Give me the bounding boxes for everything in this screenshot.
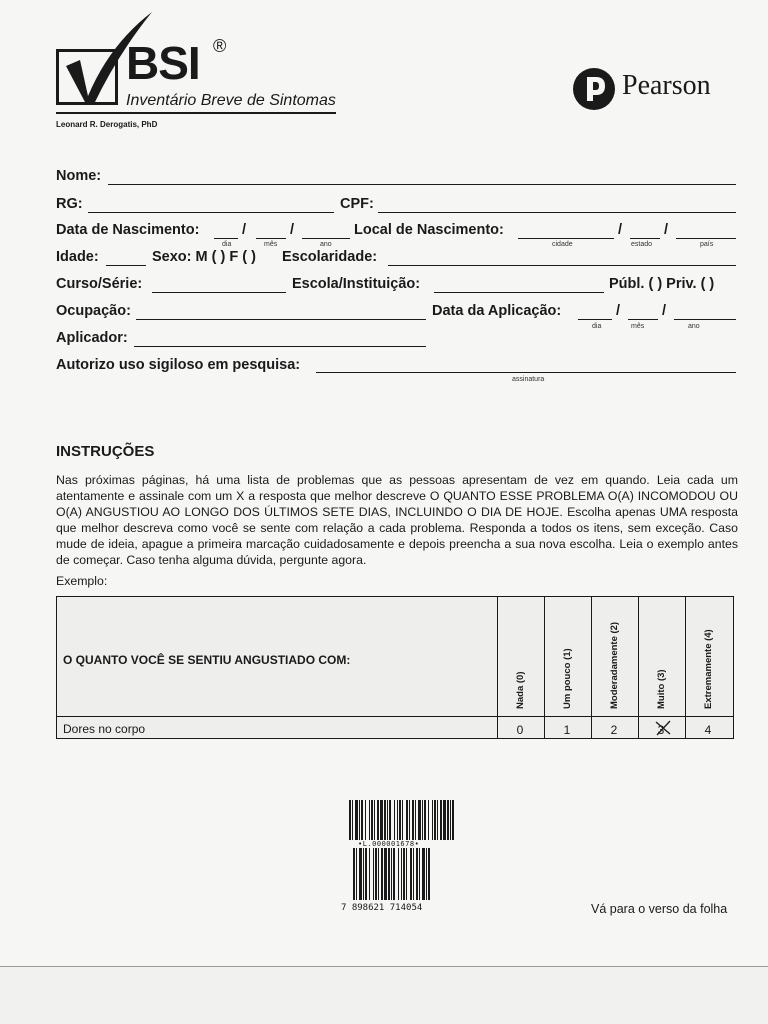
application-date-label: Data da Aplicação:: [432, 303, 562, 319]
applicator-label: Aplicador:: [56, 330, 128, 346]
header-divider: [56, 112, 336, 114]
consent-label: Autorizo uso sigiloso em pesquisa:: [56, 357, 301, 373]
applicator-field[interactable]: [134, 346, 426, 347]
table-question: O QUANTO VOCÊ SE SENTIU ANGUSTIADO COM:: [63, 653, 351, 667]
brand-name: BSI: [126, 37, 200, 89]
turn-page-note: Vá para o verso da folha: [591, 902, 728, 916]
birth-month-field[interactable]: [256, 238, 286, 239]
option-3[interactable]: 3: [657, 723, 665, 737]
caption-cidade: cidade: [552, 241, 573, 248]
pearson-logo-icon: [572, 67, 616, 111]
birth-year-field[interactable]: [302, 238, 350, 239]
caption-dia: dia: [592, 323, 602, 330]
school-label: Escola/Instituição:: [292, 276, 421, 292]
birth-day-field[interactable]: [214, 238, 238, 239]
schooling-field[interactable]: [388, 265, 736, 266]
example-table: [56, 596, 734, 739]
column-header-muito: Muito (3): [656, 669, 667, 709]
table-column-divider: [544, 597, 545, 738]
age-field[interactable]: [106, 265, 146, 266]
application-day-field[interactable]: [578, 319, 612, 320]
instructions-text: Nas próximas páginas, há uma lista de problemas que as pessoas apresentam de vez em quando. Leia cada um atentamente e assinale com um X a resposta que melhor descreve O QUANTO ESSE PROBLEMA O(A) INCOMODOU OU O(A) ANGUSTIOU AO LONGO DOS ÚLTIMOS SETE DIAS, INCLUINDO O DIA DE HOJE. Escolha apenas UMA resposta que melhor descreva como você se sente com relação a cada problema. Responda a todos os itens, sem exceção. Caso mude de ideia, apague a primeira marcação cuidadosamente e depois preencha a sua nova escolha. Leia o exemplo antes de começar. Caso tenha alguma dúvida, pergunte agora.: [56, 473, 738, 567]
caption-ano: ano: [320, 241, 332, 248]
instructions-title: INSTRUÇÕES: [56, 443, 155, 460]
rg-label: RG:: [56, 196, 83, 212]
caption-signature: assinatura: [512, 376, 545, 383]
table-divider: [57, 716, 733, 717]
public-private-checkboxes[interactable]: Públ. ( ) Priv. ( ): [609, 276, 715, 292]
name-field[interactable]: [108, 184, 736, 185]
publisher-name: Pearson: [622, 70, 711, 101]
signature-field[interactable]: [316, 372, 736, 373]
column-header-um-pouco: Um pouco (1): [562, 648, 573, 709]
cpf-field[interactable]: [378, 212, 736, 213]
birth-date-label: Data de Nascimento:: [56, 222, 200, 238]
author: Leonard R. Derogatis, PhD: [56, 120, 158, 129]
cpf-label: CPF:: [340, 196, 374, 212]
table-column-divider: [497, 597, 498, 738]
application-year-field[interactable]: [674, 319, 736, 320]
slash: /: [290, 222, 295, 238]
barcode-top-icon: [349, 800, 454, 840]
school-field[interactable]: [434, 292, 604, 293]
occupation-label: Ocupação:: [56, 303, 131, 319]
column-header-extremamente: Extremamente (4): [703, 629, 714, 709]
caption-estado: estado: [631, 241, 653, 248]
table-column-divider: [638, 597, 639, 738]
course-label: Curso/Série:: [56, 276, 143, 292]
barcode-bottom-text: 7 898621 714054: [341, 903, 423, 913]
x-mark-icon: [654, 720, 672, 736]
option-2[interactable]: 2: [610, 723, 618, 737]
age-label: Idade:: [56, 249, 99, 265]
course-field[interactable]: [152, 292, 286, 293]
example-item: Dores no corpo: [63, 722, 146, 736]
birth-country-field[interactable]: [676, 238, 736, 239]
slash: /: [618, 222, 623, 238]
occupation-field[interactable]: [136, 319, 426, 320]
name-label: Nome:: [56, 168, 102, 184]
example-label: Exemplo:: [56, 574, 108, 588]
brand-subtitle: Inventário Breve de Sintomas: [126, 92, 336, 109]
barcode-bottom-icon: [353, 848, 431, 900]
application-month-field[interactable]: [628, 319, 658, 320]
slash: /: [616, 303, 621, 319]
slash: /: [662, 303, 667, 319]
rg-field[interactable]: [88, 212, 334, 213]
birth-place-label: Local de Nascimento:: [354, 222, 504, 238]
column-header-moderadamente: Moderadamente (2): [609, 621, 620, 709]
option-1[interactable]: 1: [563, 723, 571, 737]
birth-state-field[interactable]: [630, 238, 660, 239]
birth-city-field[interactable]: [518, 238, 614, 239]
caption-dia: dia: [222, 241, 232, 248]
option-4[interactable]: 4: [704, 723, 712, 737]
table-column-divider: [685, 597, 686, 738]
caption-pais: país: [700, 241, 714, 248]
caption-mes: mês: [631, 323, 645, 330]
caption-mes: mês: [264, 241, 278, 248]
caption-ano: ano: [688, 323, 700, 330]
slash: /: [664, 222, 669, 238]
table-column-divider: [591, 597, 592, 738]
slash: /: [242, 222, 247, 238]
column-header-nada: Nada (0): [515, 671, 526, 709]
schooling-label: Escolaridade:: [282, 249, 378, 265]
barcode-top-text: •L.000001678•: [358, 840, 420, 848]
registered-mark: ®: [213, 36, 227, 56]
sex-checkboxes[interactable]: Sexo: M ( ) F ( ): [152, 249, 256, 265]
option-0[interactable]: 0: [516, 723, 524, 737]
